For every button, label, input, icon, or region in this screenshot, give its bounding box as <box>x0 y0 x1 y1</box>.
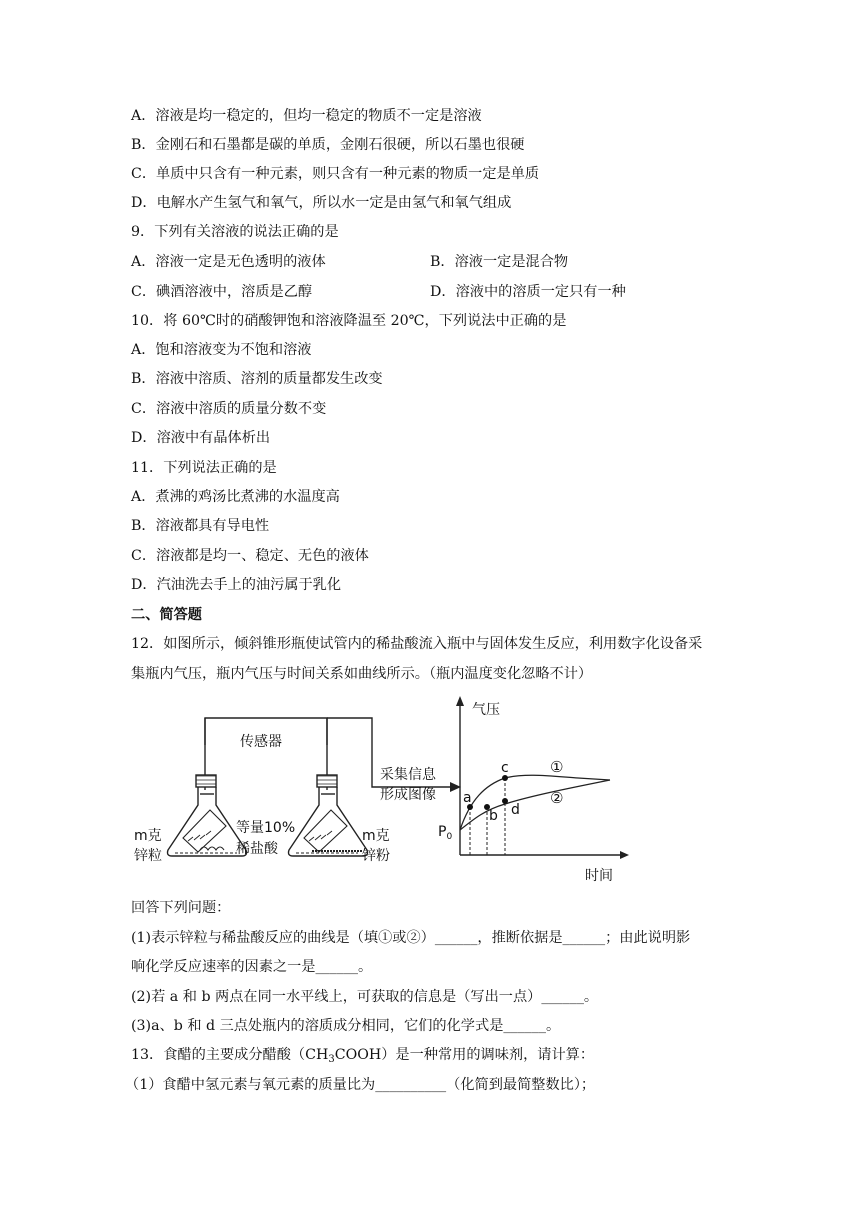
q10-option-d: D．溶液中有晶体析出 <box>131 430 271 446</box>
q8-option-d: D．电解水产生氢气和氧气，所以水一定是由氢气和氧气组成 <box>131 195 512 211</box>
left-flask-label-2: 锌粒 <box>134 848 162 864</box>
q8-option-a: A．溶液是均一稳定的，但均一稳定的物质不一定是溶液 <box>131 108 482 124</box>
q9-option-c: C．碘酒溶液中，溶质是乙醇 <box>131 284 313 300</box>
q12-stem-line2: 集瓶内气压，瓶内气压与时间关系如曲线所示。（瓶内温度变化忽略不计） <box>131 666 593 682</box>
experiment-figure <box>130 690 630 885</box>
collect-label-2: 形成图像 <box>380 787 436 803</box>
section-heading: 二、简答题 <box>131 607 202 623</box>
q11-option-b: B．溶液都具有导电性 <box>131 518 270 534</box>
acid-label-1: 等量10% <box>236 820 296 836</box>
q11-option-a: A．煮沸的鸡汤比煮沸的水温度高 <box>131 489 340 505</box>
left-flask <box>168 775 247 856</box>
q10-option-b: B．溶液中溶质、溶剂的质量都发生改变 <box>131 371 383 387</box>
point-c-label: c <box>501 760 509 776</box>
p0-label: $P_0$ <box>438 824 453 842</box>
q13-stem: 13．食醋的主要成分醋酸$(CH_3COOH)$是一种常用的调味剂，请计算： <box>131 1047 595 1065</box>
acid-label-2: 稀盐酸 <box>236 841 278 857</box>
q9-option-d: D．溶液中的溶质一定只有一种 <box>430 284 626 300</box>
q12-part3: (3)a、b 和 d 三点处瓶内的溶质成分相同，它们的化学式是______。 <box>131 1018 561 1034</box>
point-d <box>502 798 508 804</box>
left-flask-label-1: m克 <box>134 828 162 844</box>
y-axis-arrow-icon <box>456 696 464 706</box>
answer-intro: 回答下列问题： <box>131 900 231 916</box>
q12-part1-line2: 响化学反应速率的因素之一是______。 <box>131 959 373 975</box>
right-flask <box>289 775 368 856</box>
point-a-label: a <box>463 790 472 806</box>
q12-stem-line1: 12．如图所示，倾斜锥形瓶使试管内的稀盐酸流入瓶中与固体发生反应，利用数字化设备采 <box>131 636 703 652</box>
q10-option-a: A．饱和溶液变为不饱和溶液 <box>131 342 312 358</box>
q13-part1: （1）食醋中氢元素与氧元素的质量比为__________（化简到最简整数比）； <box>125 1077 596 1093</box>
point-b-label: b <box>489 808 498 824</box>
q11-option-c: C．溶液都是均一、稳定、无色的液体 <box>131 548 369 564</box>
q11-stem: 11．下列说法正确的是 <box>131 460 277 476</box>
q9-option-a: A．溶液一定是无色透明的液体 <box>131 254 326 270</box>
sensor-label: 传感器 <box>240 734 282 750</box>
q10-option-c: C．溶液中溶质的质量分数不变 <box>131 401 327 417</box>
q12-part2: (2)若 a 和 b 两点在同一水平线上，可获取的信息是（写出一点）______。 <box>131 989 599 1005</box>
q9-stem: 9．下列有关溶液的说法正确的是 <box>131 224 339 240</box>
point-d-label: d <box>511 802 520 818</box>
right-flask-label-2: 锌粉 <box>362 848 390 864</box>
y-axis-label: 气压 <box>472 702 500 718</box>
x-axis-arrow-icon <box>620 851 629 859</box>
curve-1-label: ① <box>550 758 564 776</box>
q12-part1-line1: (1)表示锌粒与稀盐酸反应的曲线是（填①或②）______，推断依据是______；由此说明影 <box>131 930 691 946</box>
curve-2 <box>460 780 610 830</box>
curve-2-label: ② <box>550 789 564 807</box>
q10-stem: 10．将 60℃时的硝酸钾饱和溶液降温至 20℃，下列说法中正确的是 <box>131 313 567 329</box>
right-flask-label-1: m克 <box>362 828 390 844</box>
x-axis-label: 时间 <box>585 868 613 884</box>
q11-option-d: D．汽油洗去手上的油污属于乳化 <box>131 577 342 593</box>
q8-option-c: C．单质中只含有一种元素，则只含有一种元素的物质一定是单质 <box>131 166 540 182</box>
q8-option-b: B．金刚石和石墨都是碳的单质，金刚石很硬，所以石墨也很硬 <box>131 137 525 153</box>
q9-option-b: B．溶液一定是混合物 <box>430 254 569 270</box>
collect-label-1: 采集信息 <box>380 767 436 783</box>
curve-1 <box>460 775 610 830</box>
